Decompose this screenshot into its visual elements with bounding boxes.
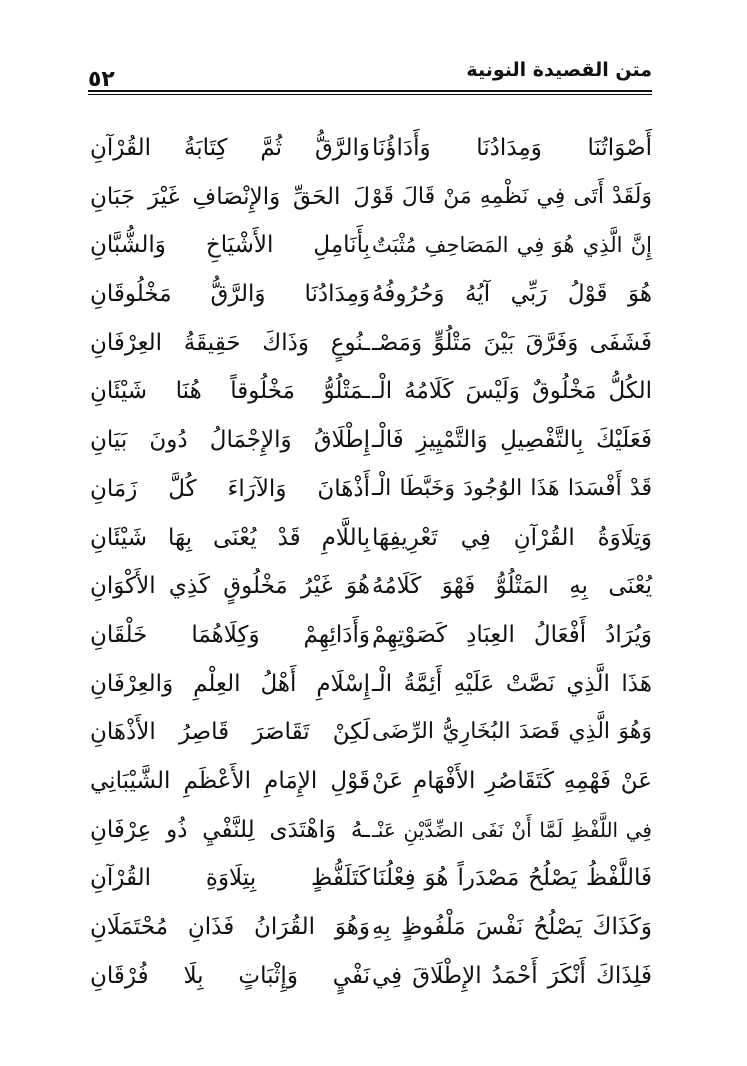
second-hemistich: ـمَتْلُوُّ مَخْلُوقاً هُنَا شَيْئَانِ: [90, 378, 370, 405]
verse-line: [90, 907, 652, 956]
verse-line: [90, 177, 652, 226]
verse-line: [90, 566, 652, 615]
first-hemistich: هُوَ قَوْلُ رَبِّي آيُهُ وَحُرُوفُهُ: [372, 281, 652, 308]
poem-verses: [90, 128, 652, 1004]
second-hemistich: لَ الحَقِّ وَالإِنْصَافِ غَيْرَ جَبَانِ: [90, 183, 370, 210]
header-rule: [88, 90, 652, 92]
first-hemistich: وَكَذَاكَ يَصْلُحُ نَفْسَ مَلْفُوظٍ بِهِ: [372, 914, 652, 940]
verse-line: [90, 664, 652, 713]
verse-line: [90, 128, 652, 177]
verse-line: [90, 469, 652, 518]
page-number: ٥٢: [88, 67, 115, 92]
verse-line: [90, 518, 652, 567]
verse-line: [90, 761, 652, 810]
first-hemistich: يُعْنَى بِهِ المَتْلُوُّ فَهْوَ كَلَامُهُ: [372, 573, 652, 600]
verse-line: [90, 712, 652, 761]
verse-line: [90, 225, 652, 274]
verse-line: [90, 615, 652, 664]
second-hemistich: نَفْيٍ وَإِثْبَاتٍ بِلَا فُرْقَانِ: [90, 962, 370, 989]
second-hemistich: وَهُوَ القُرَانُ فَذَانِ مُحْتَمَلَانِ: [90, 914, 370, 940]
second-hemistich: هُوَ غَيْرُ مَخْلُوقٍ كَذِي الأَكْوَانِ: [90, 573, 370, 600]
first-hemistich: قَدْ أَفْسَدَا هَذَا الوُجُودَ وَخَبَّطَا الْـ: [372, 475, 652, 501]
second-hemistich: بِاللَّامِ قَدْ يُعْنَى بِهَا شَيْئَانِ: [90, 524, 370, 551]
second-hemistich: أَذْهَانَ وَالآرَاءَ كُلَّ زَمَانِ: [90, 475, 370, 502]
first-hemistich: إِنَّ الَّذِي هُوَ فِي المَصَاحِفِ مُثْبَتٌ: [372, 233, 652, 258]
first-hemistich: وَهُوَ الَّذِي قَصَدَ البُخَارِيُّ الرِّضَى: [372, 719, 652, 745]
second-hemistich: إِطْلَاقُ وَالإِجْمَالُ دُونَ بَيَانِ: [90, 427, 370, 454]
first-hemistich: وَلَقَدْ أَتَى فِي نَظْمِهِ مَنْ قَالَ قَوْ: [372, 183, 652, 209]
first-hemistich: فَاللَّفْظُ يَصْلُحُ مَصْدَراً هُوَ فِعْلُنَا: [372, 865, 652, 892]
second-hemistich: قَوْلِ الإِمَامِ الأَعْظَمِ الشَّيْبَانِي: [90, 767, 370, 794]
verse-line: [90, 858, 652, 907]
second-hemistich: كَتَلَفُّظٍ بِتِلَاوَةِ القُرْآنِ: [90, 865, 370, 892]
first-hemistich: وَيُرَادُ أَفْعَالُ العِبَادِ كَصَوْتِهِمْ: [372, 621, 652, 648]
second-hemistich: وَمِدَادُنَا وَالرَّقُّ مَخْلُوقَانِ: [90, 281, 370, 308]
second-hemistich: وَالرَّقُّ ثُمَّ كِتَابَةُ القُرْآنِ: [90, 135, 370, 161]
second-hemistich: وَأَدَائِهِمْ وَكِلَاهُمَا خَلْقَانِ: [90, 621, 370, 648]
verse-line: [90, 323, 652, 372]
first-hemistich: أَصْوَاتُنَا وَمِدَادُنَا وَأَدَاؤُنَا: [372, 135, 652, 161]
running-title: متن القصيدة النونية: [466, 59, 652, 81]
verse-line: [90, 810, 652, 859]
second-hemistich: ـنُوعٍ وَذَاكَ حَقِيقَةُ العِرْفَانِ: [90, 329, 370, 356]
first-hemistich: فَعَلَيْكَ بِالتَّفْصِيلِ وَالتَّمْيِيزِ فَالْـ: [372, 427, 652, 454]
second-hemistich: بِأَنَامِلِ الأَشْيَاخِ وَالشُّبَّانِ: [90, 232, 370, 259]
second-hemistich: لَكِنْ تَقَاصَرَ قَاصِرُ الأَذْهَانِ: [90, 719, 370, 746]
page-header: [88, 55, 652, 95]
first-hemistich: فَلِذَاكَ أَنْكَرَ أَحْمَدُ الإِطْلَاقَ فِي: [372, 962, 652, 989]
verse-line: [90, 956, 652, 1005]
first-hemistich: وَتِلَاوَةُ القُرْآنِ فِي تَعْرِيفِهَا: [372, 524, 652, 551]
first-hemistich: هَذَا الَّذِي نَصَّتْ عَلَيْهِ أَئِمَّةُ الْـ: [372, 670, 652, 697]
verse-line: [90, 371, 652, 420]
first-hemistich: فِي اللَّفْظِ لَمَّا أَنْ نَفَى الضِّدَّيْنِ عَنْـ: [372, 817, 652, 842]
first-hemistich: الكُلُّ مَخْلُوقٌ وَلَيْسَ كَلَامُهُ الْـ: [372, 378, 652, 405]
second-hemistich: إِسْلَامِ أَهْلُ العِلْمِ وَالعِرْفَانِ: [90, 670, 370, 697]
header-rule-thin: [88, 94, 652, 95]
second-hemistich: ـهُ وَاهْتَدَى لِلنَّفْيِ ذُو عِرْفَانِ: [90, 816, 370, 843]
verse-line: [90, 420, 652, 469]
first-hemistich: فَشَفَى وَفَرَّقَ بَيْنَ مَتْلُوٍّ وَمَصْـ: [372, 329, 652, 356]
verse-line: [90, 274, 652, 323]
first-hemistich: عَنْ فَهْمِهِ كَتَقَاصُرِ الأَفْهَامِ عَنْ: [372, 767, 652, 794]
